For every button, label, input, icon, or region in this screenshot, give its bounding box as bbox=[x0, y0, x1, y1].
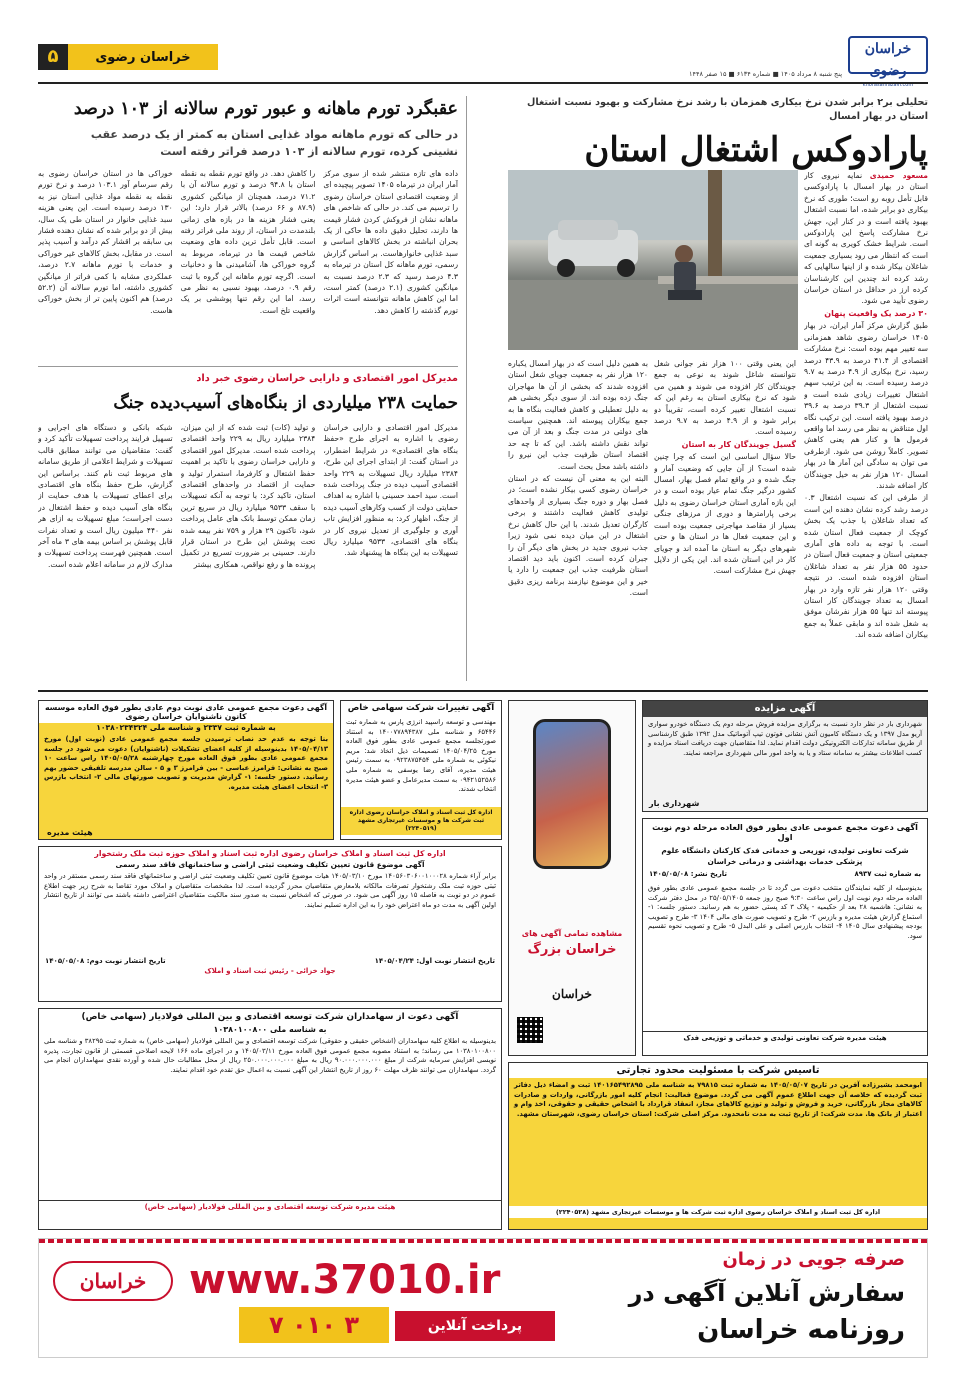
story2-col2: را کاهش دهد. در واقع تورم نقطه به نقطه استان با ۹۴.۸ درصد و تورم سالانه آن با ۷۱.۲ درصد، همچنان از میانگین کشوری (۸۷.۹ و ۶۶ درصد) بالاتر قرار دارد؛ این یعنی فشار هزینه ها در بازه های زمانی بلندمدت در استان، از روند ملی فراتر رفته است. قابل تأمل ترین داده های وضعیت شاخص قیمت ها در تیرماه، مربوط به گروه خوراکی ها، آشامیدنی ها و دخانیات است. اگرچه تورم ماهانه این گروه با ثبت رقم ۰.۹ درصد، بهبود نسبی به نظر می رسد، اما این رقم تنها پوششی بر یک واقعیت تلخ است. bbox=[180, 169, 316, 315]
banner-stripe bbox=[39, 1239, 927, 1243]
ad-fadak-body: بدینوسیله از کلیه نمایندگان منتخب دعوت می گردد تا در جلسه مجمع عمومی عادی بطور فوق العاده مرحله دوم نوبت اول راس ساعت ۹:۳۰ صبح روز جمعه ۲۵/۰۵/۱۴۰۵ در محل دفتر شرکت به نشانی: هاشمیه ۲۸ بعد از حکیمیه - پلاک ۳ کد پستی حضور به هم رسانید. دستور جلسه: ۱- استماع گزارش هیئت مدیره و بازرس ۲- طرح و تصویب صورت های مالی ۱۴۰۴ ۳- طرح و تصویب بودجه پیشنهادی سال ۱۴۰۵ ۴- انتخاب بازرس اصلی و علی البدل ۵- طرح و تصویب نحوه تقسیم سود. bbox=[648, 884, 922, 940]
story-col-right-text-3: از طرفی این که نسبت اشتغال ۰.۳ درصد رشد کرده نشان دهنده این است که تعداد شاغلان با جذب یک بخش کوچک از جمعیت فعال استان شده است. با توجه به داده های آماری جمعیتی استان و جمعیت فعال استان در حدود ۵۵ هزار نفر به تعداد شاغلان استان افزوده شده است. در نتیجه وقتی ۱۲۰ هزار نفر تازه وارد در بهار امسال به تعداد جویندگان کار استان پیوسته اند تنها ۵۵ هزار نفرشان موفق به شغل شده اند و مابقی عملاً به جمع بیکاران اضافه شده اند. bbox=[804, 493, 928, 640]
ad-fooladyar bbox=[38, 1008, 502, 1230]
bottom-banner bbox=[38, 1238, 928, 1358]
ad-land-date1: تاریخ انتشار نوبت اول: ۱۴۰۵/۰۴/۲۴ bbox=[374, 957, 495, 965]
story3-col2: و تولید (کات) ثبت شده که از این میزان، ۲۳۸۴ میلیارد ریال به ۲۲۹ واحد اقتصادی پرداخت شده است. مدیرکل امور اقتصادی و دارایی خراسان رضوی با تاکید بر اهمیت حفظ اشتغال و کارفرما، استمرار تولید و حمایت از اقتصاد در واحدهای اقتصادی استان، تاکید کرد: با توجه به آنکه تسهیلات با سقف ۹۵۳۳ میلیارد ریال در سریع ترین زمان ممکن توسط بانک های عامل پرداخت شود، تاکنون ۲۹ هزار و ۷۵۹ نفر بیمه شده تحت پوشش این طرح در استان قرار دارند. حسینی بر ضرورت تسریع در تکمیل پرونده ها و رفع نواقص، همکاری بیشتر bbox=[180, 423, 316, 569]
story-author: مسعود حمیدی bbox=[869, 171, 928, 180]
logo-text: خراسان رضوی bbox=[864, 41, 912, 79]
section-title: خراسان رضوی bbox=[95, 49, 191, 65]
ad-reg-title: تاسیس شرکت با مسئولیت محدود تجارتی bbox=[509, 1063, 927, 1078]
story-col-mid bbox=[654, 358, 796, 680]
story-kicker: تحلیلی بر۲ برابر شدن نرخ بیکاری همزمان با رشد نرخ مشارکت و بهبود نسبت اشتغال استان در بهار امسال bbox=[527, 97, 928, 122]
ad-land-dates bbox=[39, 957, 501, 965]
ad-changes-a-foot: اداره کل ثبت اسناد و املاک خراسان رضوی اداره ثبت شرکت ها و موسسات غیرتجاری مشهد (۲۲۴۰۵۱۹) bbox=[341, 807, 501, 835]
banner-line2: سفارش آنلاین آگهی در bbox=[628, 1279, 905, 1307]
story3-kicker: مدیرکل امور اقتصادی و دارایی خراسان رضوی خبر داد bbox=[196, 373, 458, 384]
page-number: ۵ bbox=[38, 44, 68, 70]
ad-fadak bbox=[642, 818, 928, 1056]
story-col-left-text-2: البته این به معنی آن نیست که در استان خراسان رضوی کسی بیکار نشده است؛ در فصل بهار و دوره جنگ بسیاری از واحدهای تولیدی کاهش فعالیت داشتند و برخی کارگران تعدیل شدند. با این حال کاهش نرخ اشتغال در این میان دیده نمی شود زیرا جذب نیروی جدید در بخش های دیگر آن را جبران کرده است. اکنون باید دید اقتصاد استان ظرفیت جذب این جمعیت را دارد یا خیر و این موضوع نیازمند برنامه ریزی دقیق است. bbox=[508, 474, 648, 598]
promo-line2: خراسان بزرگ bbox=[527, 942, 617, 957]
ad-fadak-reg: به شماره ثبت ۸۹۳۷ bbox=[854, 870, 921, 878]
story-col-right-text-2: طبق گزارش مرکز آمار ایران، در بهار ۱۴۰۵ خراسان رضوی شاهد همزمانی سه تغییر مهم بوده است: نرخ مشارکت اقتصادی از ۴۱.۴ درصد به ۴۳.۹ درصد رسید، نرخ بیکاری از ۴.۹ درصد به ۹.۷ درصد رسیده است. به این ترتیب سهم اشتغال تغییرات زیادی شده است و نسبت اشتغال از ۳۹.۳ درصد به ۳۹.۶ درصد بهبود یافته است. این ترکیب نگاه اول متناقض به نظر می رسد اما واقعی فرمول ها و کنار هم یعنی کاهش تصویر. کاملاً روشن می شود. ازطرفی می توان به سادگی این آمار ها در بهار امسال ۱۲۰ هزار نفر به خیل جویندگان کار اضافه شدند. bbox=[804, 321, 928, 490]
ad-land-registry bbox=[38, 846, 502, 1002]
banner-line1: صرفه جویی در زمان bbox=[722, 1249, 905, 1270]
ad-fooladyar-title: آگهی دعوت از سهامداران شرکت توسعه اقتصادی و بین المللی فولادیار (سهامی خاص) bbox=[81, 1012, 459, 1022]
ad-land-sub: آگهی موضوع قانون تعیین تکلیف وضعیت ثبتی اراضی و ساختمانهای فاقد سند رسمی bbox=[115, 860, 425, 869]
ad-fooladyar-sub: به شناسه ملی ۱۰۳۸۰۱۰۰۸۰۰ bbox=[213, 1025, 327, 1034]
story2-lead: در حالی که تورم ماهانه مواد غذایی استان به کمتر از یک درصد عقب نشینی کرده، تورم سالانه از ۱۰۳ درصد فراتر رفته است bbox=[90, 128, 458, 158]
story-divider bbox=[38, 366, 458, 367]
subhead-mid: گسیل جویندگان کار به استان bbox=[681, 439, 796, 449]
banner-code: ۳ ۰۱۰ ۷ bbox=[239, 1307, 389, 1343]
story2-col3: خوراکی ها در استان خراسان رضوی به رقم سرسام آور ۱۰۳.۱ درصد و نرخ تورم نقطه به نقطه مواد غذایی استان نیز به ۱۳۰ درصد رسیده است. این یعنی هزینه سبد غذایی خانوار در استان طی یک سال، بیش از دو برابر شده که نشان دهنده فشار بی سابقه بر اقشار کم درآمد و آسیب پذیر است. در مقابل، بخش کالاهای غیر خوراکی و خدمات با تورم ماهانه ۲.۷ درصد، عملکردی مشابه با کمی فراتر از میانگین کشوری داشته، اما تورم سالانه آن (۵۲.۲ درصد) هم اکنون پایین تر از بخش خوراکی هاست. bbox=[37, 169, 173, 315]
banner-brand: خراسان bbox=[53, 1261, 173, 1301]
ad-deaf-body: بنا توجه به عدم حد نصاب ترسیدن جلسه مجمع عمومی عادی (نوبت اول) مورخ ۱۴۰۵/۰۴/۱۳ بدینوسیله از کلیه اعضای تشکیلات (ناشنوایان) دعوت می شود در جلسه مجمع عمومی عادی بطور فوق العاده مورخ چهارشنبه ۱۴۰۵/۰۵/۲۸ راس ساعت ۱۰ صبح به نشانی: فرامرز عباسی - بین فرامرز ۳ و ۵ - سالن مدرسه تلفیقی حضور بهم رسانید. دستور جلسه: ۱- گزارش مدیریت و تصویب صورتهای مالی ۲- انتخاب بازرس ۳- انتخاب اعضای هیئت مدیره. bbox=[44, 735, 329, 791]
ad-deaf-assembly bbox=[38, 700, 334, 840]
ad-land-date2: تاریخ انتشار نوبت دوم: ۱۴۰۵/۰۵/۰۸ bbox=[45, 957, 166, 965]
story-col-left bbox=[508, 358, 648, 680]
qr-code bbox=[517, 1017, 543, 1043]
ad-fooladyar-body: بدینوسیله به اطلاع کلیه سهامداران (اشخاص حقیقی و حقوقی) شرکت توسعه اقتصادی و بین المللی فولادیار (سهامی خاص) به شماره ثبت ۳۸۲۹۵ و شناسه ملی ۱۰۳۸۰۱۰۰۸۰۰ می رساند؛ به استناد مصوبه مجمع عمومی فوق العاده مورخ ۱۴۰۵/۰۳/۱۱ و در اجرای ماده ۱۶۶ لایحه اصلاحی قسمتی از قانون تجارت، پذیره نویسی افزایش سرمایه شرکت از مبلغ ۹۰.۰۰۰.۰۰۰.۰۰۰ ریال به مبلغ ۲۵۰.۰۰۰.۰۰۰.۰۰۰ ریال از محل مطالبات حال شده و آورده نقدی سهامداران انجام می گردد. سهامداران می توانند ظرف مهلت ۶۰ روز از تاریخ انتشار این آگهی نسبت به اعمال حق تقدم خود اقدام نمایند. bbox=[44, 1037, 497, 1074]
story-col-left-text: به همین دلیل است که در بهار امسال یکباره ۱۲۰ هزار نفر به جمعیت جویای شغل استان افزوده شدند که بخشی از آن ها مهاجران جنگ زده بوده اند. از سوی دیگر بخشی هم به دلیل تعطیلی و کاهش فعالیت بنگاه ها به جمع بیکاران پیوسته اند. همچنین سیاست های دولتی در مدت جنگ و بعد از آن می تواند نقش داشته باشد. این که تا چه حد اقتصاد استان ظرفیت جذب این نیرو را داشته باشد محل بحث است. bbox=[508, 359, 648, 471]
story-col-mid-text-2: حالا سؤال اساسی این است که چرا چنین شده است؟ از آن جایی که وضعیت آمار و جنگ شده و در واقع تمام فصل بهار، امسال کشور درگیر جنگ تمام عیار بوده است و در این بازه آماری استان خراسان رضوی به دلیل برخی پارامترها و دوری از مرزهای جنگی بسیار از مقاصد مهاجرتی جمعیت بوده است و این جمعیت فعال ها در استان ها و حتی شهرهای دیگر به استان ما آمده اند و جویای کار در این استان شده اند. این یکی از دلایل جهش نرخ مشارکت است. bbox=[654, 452, 796, 576]
subhead-right: ۳۰ درصد یک واقعیت پنهان bbox=[824, 308, 928, 318]
photo-scene bbox=[508, 170, 798, 350]
ad-promo-app bbox=[508, 700, 636, 1056]
story-inflation bbox=[38, 96, 458, 362]
ad-changes-a bbox=[340, 700, 502, 840]
ad-fooladyar-sign: هیئت مدیره شرکت توسعه اقتصادی و بین المللی فولادیار (سهامی خاص) bbox=[39, 1200, 501, 1213]
ad-auction-title: آگهی مزایده bbox=[643, 701, 927, 717]
story-employment bbox=[508, 96, 928, 681]
banner-line3: روزنامه خراسان bbox=[697, 1315, 905, 1345]
masthead-logo bbox=[848, 36, 928, 88]
ad-deaf-sub: به شماره ثبت ۲۳۳۷ و شناسه ملی ۱۰۳۸۰۲۳۴۳۲۴ bbox=[96, 723, 276, 732]
ad-reg-body: ابومحمد بشیرزاده آفرین در تاریخ ۱۴۰۵/۰۵/۰۷ به شماره ثبت ۷۹۸۱۵ به شناسه ملی ۱۴۰۱۶۵۴۹۲۸۹۵ ثبت و امضاء ذیل دفاتر ثبت گردیده که خلاصه آن جهت اطلاع عموم آگهی می گردد. موضوع فعالیت: انجام کلیه امور بازرگانی، واردات و صادرات کالاهای مجاز بازرگانی، خرید و فروش و تولید و توزیع کالاهای مجاز، انعقاد قرارداد با اشخاص حقیقی و حقوقی، اخذ وام و اعتبار از بانک ها. مدت شرکت: از تاریخ ثبت به مدت نامحدود. مرکز اصلی شرکت: استان خراسان رضوی، شهرستان مشهد. bbox=[514, 1081, 923, 1118]
ad-deaf-title: آگهی دعوت مجمع عمومی عادی نوبت دوم عادی بطور فوق العاده موسسه کانون ناشنوایان خراسان رضوی bbox=[39, 701, 333, 723]
ad-fadak-title: آگهی دعوت مجمع عمومی عادی بطور فوق العاده مرحله دوم نوبت اول bbox=[652, 822, 918, 842]
ad-fadak-sign: هیئت مدیره شرکت تعاونی تولیدی و خدماتی و توزیعی فدک bbox=[643, 1031, 927, 1044]
story3-title: حمایت ۲۳۸ میلیاردی از بنگاه‌های آسیب‌دیده جنگ bbox=[113, 393, 458, 413]
ad-reg-foot: اداره کل ثبت اسناد و املاک خراسان رضوی اداره ثبت شرکت ها و موسسات غیرتجاری مشهد (۲۲۴۰۵۲۸) bbox=[509, 1206, 927, 1218]
ad-land-title: اداره کل ثبت اسناد و املاک خراسان رضوی اداره ثبت اسناد و املاک حوزه ثبت ملک رشتخوار bbox=[94, 849, 446, 858]
story3-col1: مدیرکل امور اقتصادی و دارایی خراسان رضوی با اشاره به اجرای طرح «حفظ بنگاه های اقتصادی» در شرایط اضطرار، در استان گفت: از ابتدای اجرای این طرح، ۲۳۸۴ میلیارد ریال تسهیلات به ۲۲۹ واحد اقتصادی آسیب دیده در جنگ پرداخت شده است. سید احمد حسینی با اشاره به اهداف حمایتی دولت از کسب وکارهای آسیب دیده از جنگ، اظهار کرد: به منظور افزایش تاب آوری و جلوگیری از تعدیل نیروی کار در بنگاه های اقتصادی، ۹۵۳۳ میلیارد ریال تسهیلات به این بنگاه ها پیشنهاد شد. bbox=[323, 423, 458, 558]
ad-land-sign: جواد خزائی - رئیس ثبت اسناد و املاک bbox=[204, 967, 336, 975]
story2-col1: داده های تازه منتشر شده از سوی مرکز آمار ایران در تیرماه ۱۴۰۵ تصویر پیچیده ای از وضعیت اقتصادی استان خراسان رضوی را ترسیم می کند. در حالی که شاخص های ماهانه نشان از فروکش کردن فشار قیمت ها دارند، تحلیل دقیق داده ها حاکی از یک بحران انباشته در بخش کالاهای اساسی و سبد غذایی خانوارهاست. بر اساس گزارش رسمی، تورم ماهانه کل استان در تیرماه به ۴.۳ درصد رسید که ۲.۳ درصد نسبت به میانگین کشوری (۲.۱ درصد) کمتر است، اما این کاهش ماهانه نتوانسته است اثرات تورم گذشته را کاهش دهد. bbox=[323, 169, 458, 315]
ad-changes-a-title: آگهی تغییرات شرکت سهامی خاص bbox=[347, 703, 495, 713]
masthead-rule bbox=[38, 82, 928, 84]
ad-auction bbox=[642, 700, 928, 812]
ad-changes-a-body: مهندسی و توسعه راسپید انرژی پارس به شماره ثبت ۶۵۴۴۶ و شناسه ملی ۱۴۰۰۷۷۸۹۴۳۸۷ به استناد صورتجلسه مجمع عمومی عادی بطور فوق العاده مورخ ۱۴۰۵/۰۴/۲۵ تصمیمات ذیل اتخاذ شد: مریم نیکوئی به شماره ملی ۰۹۲۳۸۷۵۴۵۴ به سمت رئیس هیئت مدیره، آقای رضا یوسفی به شماره ملی ۰۹۴۲۱۵۲۵۸۶ به سمت مدیرعامل و عضو هیئت مدیره انتخاب شدند. bbox=[346, 718, 497, 794]
story-title: پارادوکس اشتغال استان bbox=[584, 130, 928, 170]
story-col-right bbox=[804, 170, 928, 680]
story-photo bbox=[508, 170, 798, 350]
section-badge bbox=[38, 44, 218, 70]
ad-fadak-meta bbox=[643, 867, 927, 881]
story-col-right-text: نمایه نیروی کار استان در بهار امسال با پارادوکسی قابل تأمل روبه رو است؛ طوری که نرخ بیکاری دو برابر شده، اما نسبت اشتغال بهبود یافته است و در کنار این، جهش نرخ مشارکت پاسخ این پارادوکس است. شرایط خشک کویری به گونه ای است که انتظار می رود بسیاری جمعیت شاغلان بیکار شده و از اینها سالهایی که رشد کرده اند چندین این کارشناسان کرده ارز در حداقل در استان خراسان رضوی تأیید می شود. bbox=[804, 171, 928, 306]
ad-fadak-sub: شرکت تعاونی تولیدی، توزیعی و خدماتی فدک کارکنان دانشگاه علوم پزشکی خدمات بهداشتی و درمانی خراسان bbox=[661, 846, 909, 866]
story3-col3: شبکه بانکی و دستگاه های اجرایی و تسهیل فرایند پرداخت تسهیلات تأکید کرد و گفت: متقاضیان می توانند مطابق قالب تسهیلات و شرایط اعلامی از طریق سامانه های مربوط ثبت نام کنند. براساس این گزارش، طرح حفظ بنگاه های اقتصادی برای اعطای تسهیلات با هدف حمایت از بنگاه های آسیب دیده و حفظ اشتغال در دست اجراست؛ مبلغ تسهیلات به ازای هر نفر ۴۴۰ میلیون ریال است و تعداد نفرات قابل پوشش بر اساس بیمه های ۳ ماه آخر است. همچنین فهرست پرداخت تسهیلات و مدارک لازم در سامانه اعلام شده است. bbox=[37, 423, 173, 569]
story-col-mid-text: این یعنی وقتی ۱۰۰ هزار نفر جوانی شغل نتوانسته شاغل شوند به نوعی به جمع جویندگان کار افزوده می شوند و همین می شود که نرخ بیکاری استان به رغم این که نسبت اشتغال تغییر کرده است، تقریباً دو برابر شود و از ۴.۹ درصد به ۹.۷ درصد رسیده است. bbox=[654, 359, 796, 437]
date-line: پنج شنبه ۸ مرداد ۱۴۰۵ ■ شماره ۶۱۳۴ ■ ۱۵ صفر ۱۴۴۸ bbox=[688, 70, 842, 78]
story3-columns bbox=[38, 422, 458, 676]
ad-company-registration bbox=[508, 1062, 928, 1230]
banner-online-pay[interactable]: پرداخت آنلاین bbox=[395, 1311, 555, 1341]
ad-auction-sign: شهرداری بار bbox=[649, 799, 700, 808]
story2-columns bbox=[38, 168, 458, 348]
promo-brand: خراسان bbox=[552, 987, 592, 1001]
ad-deaf-sign: هیئت مدیره bbox=[47, 828, 93, 837]
phone-mockup bbox=[533, 719, 611, 869]
promo-line1: مشاهده تمامی آگهی های bbox=[521, 929, 623, 938]
ad-fadak-date: تاریخ نشر: ۱۴۰۵/۰۵/۰۸ bbox=[649, 870, 728, 878]
ad-land-body: برابر آراء شماره ۱۴۰۵۶۰۳۰۶۰۰۱۰۰۰۲۸ مورخ ۱۴۰۵/۰۳/۱۰ هیات موضوع قانون تعیین تکلیف وضعیت ثبتی اراضی و ساختمانهای فاقد سند رسمی مستقر در واحد ثبتی حوزه ثبت ملک رشتخوار تصرفات مالکانه بلامعارض متقاضیان محرز گردیده است. لذا مشخصات متقاضیان و املاک مورد تقاضا به شرح زیر جهت اطلاع عموم در دو نوبت به فاصله ۱۵ روز آگهی می شود. در صورتی که اشخاص نسبت به صدور سند مالکیت متقاضیان اعتراضی داشته باشند می توانند از تاریخ انتشار اولین آگهی به مدت دو ماه اعتراض خود را به این اداره تسلیم نمایند. bbox=[44, 872, 497, 909]
logo-subtext: khorasanrazavi.com bbox=[862, 82, 914, 88]
masthead bbox=[0, 0, 966, 90]
story2-title: عقبگرد تورم ماهانه و عبور تورم سالانه از ۱۰۳ درصد bbox=[73, 99, 458, 119]
ad-auction-body: شهرداری بار در نظر دارد نسبت به برگزاری مزایده فروش مرحله دوم یک دستگاه خودرو سواری آریو مدل ۱۳۹۷ و یک دستگاه کامیون آتش نشانی فوتون تیپ آتوماتیک مدل ۱۳۹۲ طبق کارشناسی از طریق سامانه تدارکات الکترونیکی دولت اقدام نماید. لذا متقاضیان جهت دریافت اسناد مزایده و کسب اطلاعات بیشتر به سامانه ستاد و یا به واحد امور مالی شهرداری مراجعه نمایند. bbox=[648, 720, 922, 757]
story-support bbox=[38, 372, 458, 680]
ads-top-rule bbox=[38, 690, 928, 692]
column-divider bbox=[466, 96, 467, 681]
banner-url[interactable]: www.37010.ir bbox=[189, 1257, 501, 1303]
